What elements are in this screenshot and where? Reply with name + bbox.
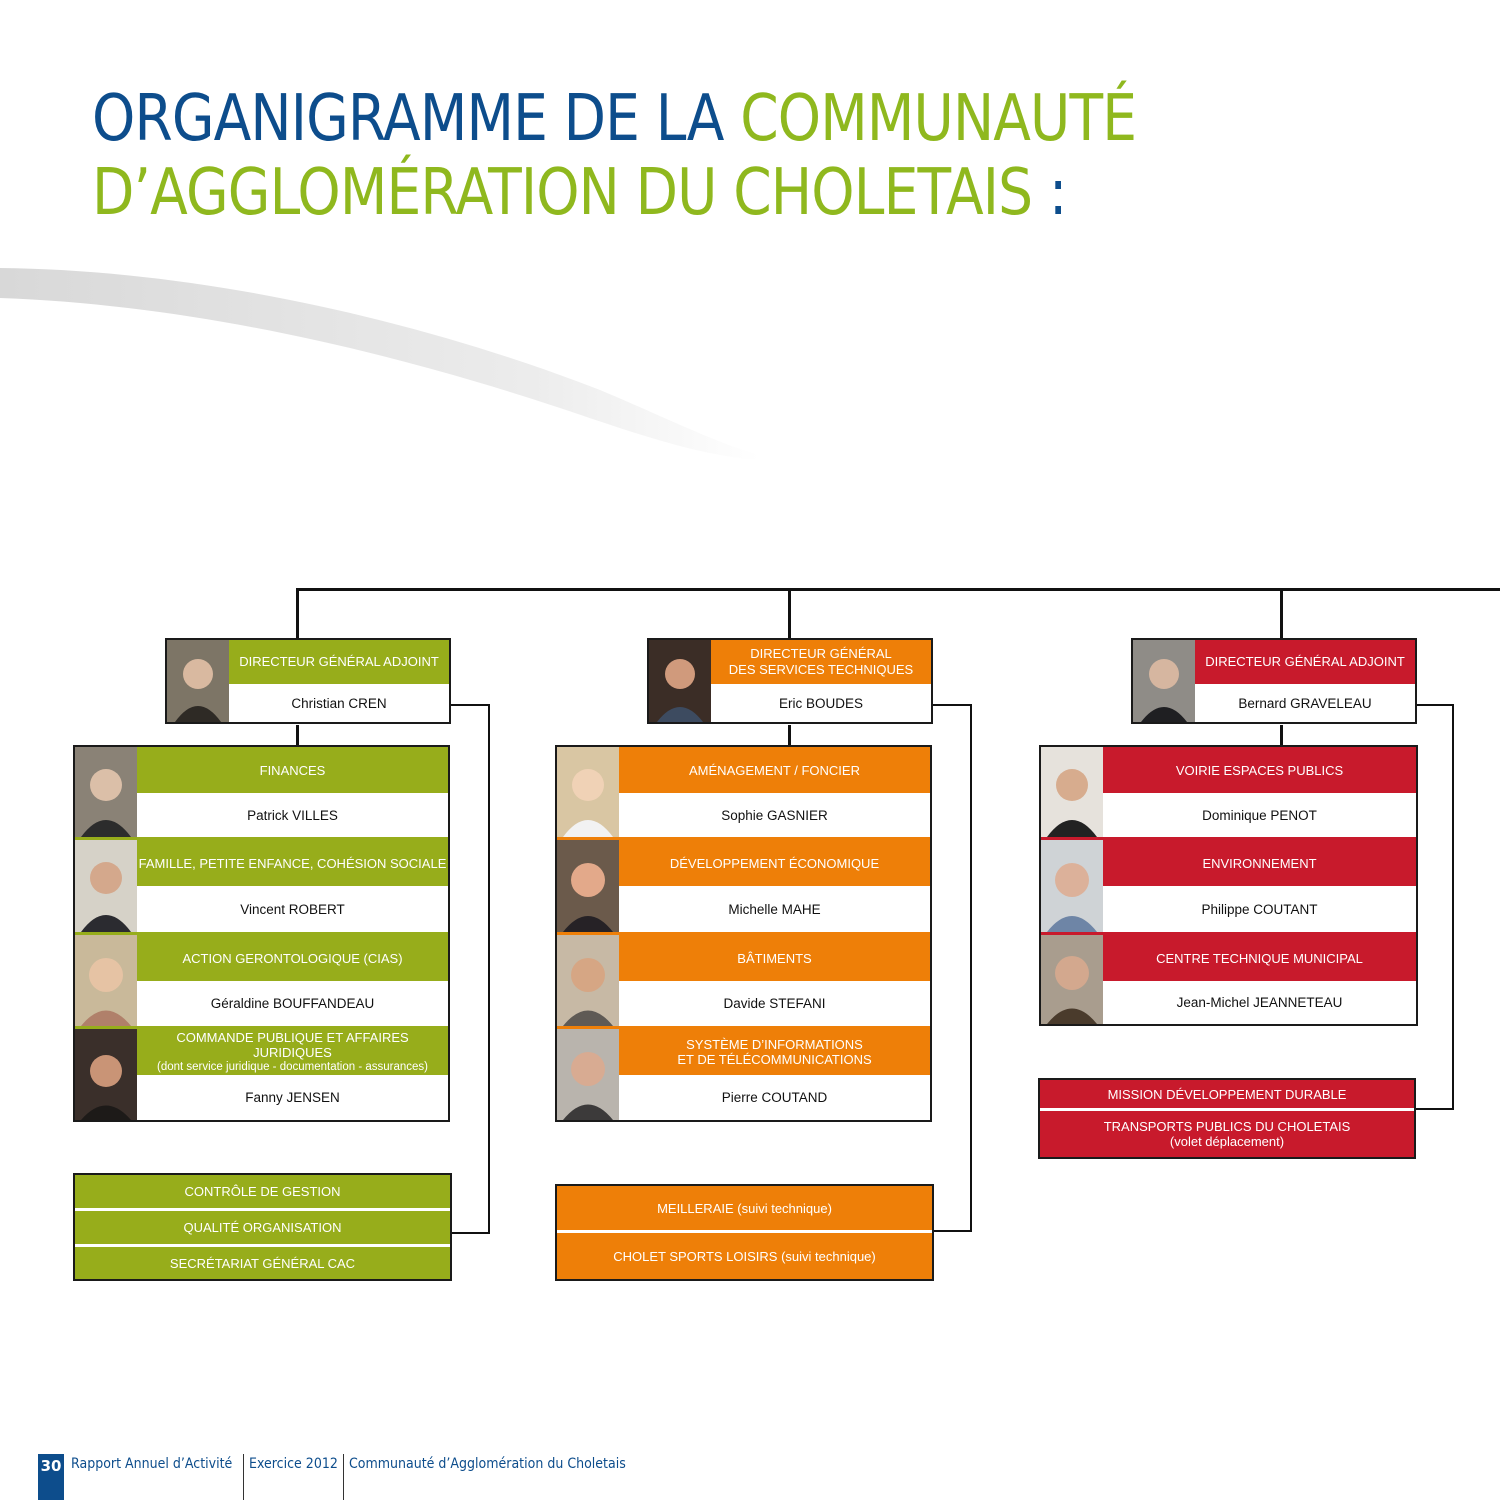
title-part-blue: ORGANIGRAMME DE LA (92, 82, 741, 156)
extra-item: MEILLERAIE (suivi technique) (657, 1200, 832, 1216)
list-item (557, 747, 930, 837)
connector-col3 (1280, 588, 1283, 640)
extra-item: CONTRÔLE DE GESTION (184, 1184, 341, 1199)
connector-col2 (788, 588, 791, 640)
extra-item: CHOLET SPORTS LOISIRS (suivi technique) (613, 1248, 876, 1264)
side-connector-col2 (934, 1230, 972, 1232)
service-title-text: VOIRIE ESPACES PUBLICS (1175, 762, 1344, 778)
divider (243, 1454, 244, 1500)
services-list-col3 (1039, 745, 1418, 1026)
service-title (1103, 747, 1416, 793)
connector-col1-down (296, 725, 299, 747)
extras-box-col1 (73, 1173, 452, 1281)
decorative-swoosh (0, 260, 760, 460)
side-connector-col3 (1416, 704, 1454, 706)
service-subtitle: ET DE TÉLÉCOMMUNICATIONS (677, 1052, 872, 1067)
extra-item-subtext: (volet déplacement) (1169, 1134, 1285, 1149)
connector-col2-down (788, 725, 791, 747)
top-connector (297, 588, 1500, 591)
person-photo (1133, 640, 1195, 722)
list-item (1041, 840, 1416, 932)
service-title (137, 935, 448, 981)
extra-item-text: TRANSPORTS PUBLICS DU CHOLETAIS (1103, 1119, 1351, 1134)
person-photo (75, 840, 137, 932)
person-photo (1041, 747, 1103, 837)
list-item (1041, 935, 1416, 1024)
service-title (137, 1029, 448, 1075)
service-name: Vincent ROBERT (240, 901, 345, 917)
service-name: Philippe COUTANT (1201, 901, 1318, 917)
services-list-col1 (73, 745, 450, 1122)
extra-item: QUALITÉ ORGANISATION (183, 1220, 342, 1235)
side-connector-col2 (932, 704, 972, 706)
title-part-green: COMMUNAUTÉ (740, 82, 1137, 156)
connector-col3-down (1280, 725, 1283, 747)
service-title-text: COMMANDE PUBLIQUE ET AFFAIRES JURIDIQUES (176, 1029, 409, 1060)
person-photo (557, 1029, 619, 1120)
service-title-text: ENVIRONNEMENT (1202, 855, 1317, 871)
head-title: DIRECTEUR GÉNÉRAL ADJOINT (229, 640, 449, 684)
extra-item (1040, 1111, 1414, 1157)
footer-organisation: Communauté d’Agglomération du Choletais (349, 1456, 626, 1472)
service-title-text: ACTION GERONTOLOGIQUE (CIAS) (182, 950, 403, 966)
services-list-col2 (555, 745, 932, 1122)
service-title (619, 935, 930, 981)
list-item (1041, 747, 1416, 837)
person-photo (557, 840, 619, 932)
page-number: 30 (38, 1454, 64, 1500)
service-title (619, 747, 930, 793)
list-item (75, 747, 448, 837)
service-title (619, 1029, 930, 1075)
person-photo (557, 935, 619, 1026)
service-name: Patrick VILLES (247, 807, 338, 823)
service-title (137, 747, 448, 793)
head-box-col2 (647, 638, 933, 724)
service-name: Fanny JENSEN (245, 1090, 340, 1105)
service-title-text: BÂTIMENTS (737, 950, 812, 966)
service-title (1103, 840, 1416, 886)
service-title (137, 840, 448, 886)
service-name: Jean-Michel JEANNETEAU (1176, 995, 1343, 1010)
service-name: Michelle MAHE (728, 901, 821, 917)
extra-item: MISSION DÉVELOPPEMENT DURABLE (1107, 1086, 1347, 1102)
person-photo (649, 640, 711, 722)
head-box-col1 (165, 638, 451, 724)
head-name: Bernard GRAVELEAU (1238, 695, 1372, 711)
service-title (619, 840, 930, 886)
person-photo (75, 747, 137, 837)
list-item (557, 1029, 930, 1120)
list-item (75, 1029, 448, 1120)
service-title (1103, 935, 1416, 981)
person-photo (1041, 840, 1103, 932)
service-title-text: SYSTÈME D’INFORMATIONS (686, 1037, 863, 1052)
side-connector-col1 (488, 704, 490, 1234)
title-line2: D’AGGLOMÉRATION DU CHOLETAIS (92, 156, 1033, 230)
side-connector-col1 (452, 1232, 490, 1234)
side-connector-col2 (970, 704, 972, 1232)
divider (343, 1454, 344, 1500)
list-item (557, 935, 930, 1026)
person-photo (75, 1029, 137, 1120)
footer-report: Rapport Annuel d’Activité (71, 1456, 233, 1472)
footer-year: Exercice 2012 (249, 1456, 338, 1472)
side-connector-col3 (1414, 1108, 1454, 1110)
connector-col1 (296, 588, 299, 640)
service-title-text: CENTRE TECHNIQUE MUNICIPAL (1156, 950, 1363, 966)
service-title-text: DÉVELOPPEMENT ÉCONOMIQUE (669, 855, 880, 871)
service-name: Sophie GASNIER (721, 807, 828, 823)
list-item (75, 840, 448, 932)
page-title (92, 82, 1136, 230)
person-photo (1041, 935, 1103, 1024)
list-item (75, 935, 448, 1026)
head-title: DIRECTEUR GÉNÉRAL ADJOINT (1195, 640, 1415, 684)
service-name: Pierre COUTAND (721, 1090, 828, 1105)
extra-item: SECRÉTARIAT GÉNÉRAL CAC (169, 1255, 356, 1271)
title-colon: : (1032, 156, 1067, 230)
extras-box-col3 (1038, 1078, 1416, 1159)
extras-box-col2 (555, 1184, 934, 1281)
service-name: Géraldine BOUFFANDEAU (210, 996, 375, 1011)
side-connector-col1 (450, 704, 490, 706)
head-name: Eric BOUDES (778, 695, 863, 711)
service-name: Dominique PENOT (1202, 807, 1317, 823)
service-title-text: FAMILLE, PETITE ENFANCE, COHÉSION SOCIALE (138, 855, 447, 871)
side-connector-col3 (1452, 704, 1454, 1110)
service-name: Davide STEFANI (723, 996, 826, 1011)
person-photo (75, 935, 137, 1026)
service-title-text: FINANCES (259, 762, 326, 778)
head-box-col3 (1131, 638, 1417, 724)
list-item (557, 840, 930, 932)
service-subtitle: (dont service juridique - documentation - assurances) (156, 1060, 429, 1073)
service-title-text: AMÉNAGEMENT / FONCIER (689, 762, 860, 778)
head-title: DIRECTEUR GÉNÉRAL DES SERVICES TECHNIQUES (711, 640, 931, 684)
person-photo (557, 747, 619, 837)
person-photo (167, 640, 229, 722)
head-name: Christian CREN (291, 695, 387, 711)
